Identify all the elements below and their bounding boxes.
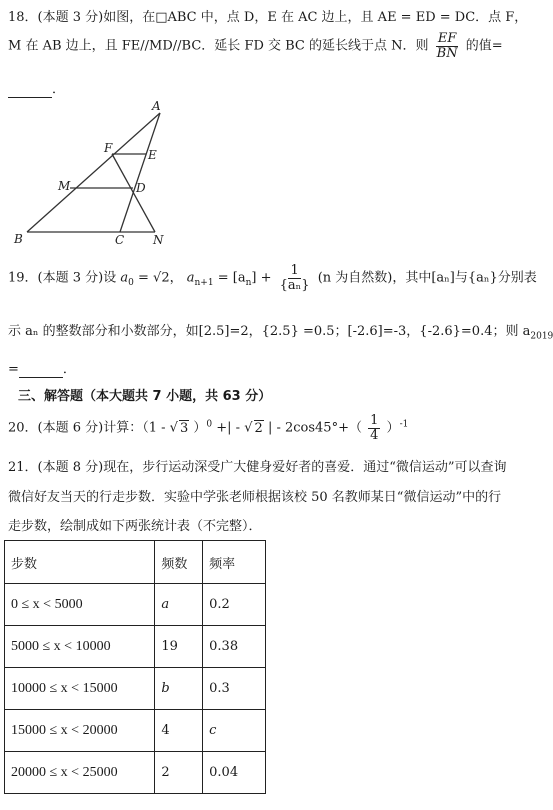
q20-line [8, 414, 408, 442]
line-fn [112, 154, 155, 232]
q21-line2: 微信好友当天的行走步数．实验中学张老师根据该校 50 名教师某日“微信运动”中的行 [8, 490, 502, 505]
label-n: N [153, 233, 164, 247]
label-f: F [104, 141, 113, 155]
q19-eq2: = [a [217, 270, 246, 286]
q19-prefix: 19．(本题 3 分)设 [8, 270, 117, 286]
q20-mid1: ） [193, 420, 207, 436]
label-m: M [58, 179, 71, 193]
q19-an-sub: n [245, 278, 252, 289]
table-cell-rate: 0.04 [203, 752, 266, 794]
table-cell-rate: 0.3 [203, 668, 266, 710]
q19-fraction [278, 264, 312, 292]
table-row [5, 668, 266, 710]
q19-line2-text: 示 aₙ 的整数部分和小数部分，如[2.5]=2，{2.5} =0.5；[-2.6]=-3，{-2.6}=0.4；则 a [8, 324, 531, 339]
table-cell-range: 10000 ≤ x < 15000 [5, 668, 155, 710]
q20-mid3: | - 2cos45°+（ [267, 420, 362, 436]
q20-exp0: 0 [206, 419, 213, 430]
q20-mid2: +| - [216, 420, 241, 436]
table-cell-count: b [155, 668, 203, 710]
table-cell-range: 0 ≤ x < 5000 [5, 584, 155, 626]
table-cell-range: 20000 ≤ x < 25000 [5, 752, 155, 794]
q19-fraction-denominator: {aₙ} [279, 277, 310, 293]
q19-line1 [8, 264, 537, 292]
table-cell-count: 2 [155, 752, 203, 794]
q18-fraction-numerator: EF [437, 31, 457, 46]
q19-answer-line [8, 358, 76, 378]
q18-line3-end: ． [52, 82, 66, 97]
q20-fraction-denominator: 4 [370, 427, 379, 443]
q19-answer-eq: = [8, 362, 19, 377]
table-header-rate: 频率 [203, 541, 266, 584]
q20-sqrt3-sign: √ [169, 420, 178, 436]
table-cell-rate: 0.2 [203, 584, 266, 626]
table-cell-rate: 0.38 [203, 626, 266, 668]
q19-answer-blank [19, 362, 63, 378]
table-cell-range: 5000 ≤ x < 10000 [5, 626, 155, 668]
q20-fraction-numerator: 1 [370, 413, 379, 428]
q19-an1: a [186, 270, 195, 286]
table-row [5, 710, 266, 752]
q18-fraction-denominator: BN [436, 45, 458, 61]
q19-note: (n 为自然数)，其中[aₙ]与{aₙ}分别表 [317, 270, 537, 286]
q20-exp: -1 [399, 419, 409, 430]
q19-fraction-numerator: 1 [290, 263, 299, 278]
q19-a0-sub: 0 [128, 278, 134, 289]
label-c: C [115, 233, 125, 247]
q20-pre: 20．(本题 6 分)计算：（1 - [8, 420, 166, 436]
q18-line1: 18．(本题 3 分)如图，在□ABC 中，点 D，E 在 AC 边上，且 AE = ED = DC．点 F， [8, 10, 528, 25]
label-a: A [152, 99, 161, 113]
q19-answer-end: ． [62, 362, 76, 377]
table-header-steps: 步数 [5, 541, 155, 584]
q18-line2-suffix: 的值= [465, 38, 503, 54]
table-row [5, 626, 266, 668]
label-b: B [14, 232, 23, 246]
q18-line2-text: M 在 AB 边上，且 FE//MD//BC．延长 FD 交 BC 的延长线于点 N．则 [8, 38, 429, 54]
q20-fraction [368, 414, 380, 442]
table-cell-count: 4 [155, 710, 203, 752]
section-heading: 三、解答题（本大题共 7 小题，共 63 分） [18, 389, 272, 404]
table-row [5, 752, 266, 794]
q19-eq-sqrt: = √2， [138, 270, 183, 286]
table-cell-rate: c [203, 710, 266, 752]
q20-sqrt2: 2 [254, 420, 263, 436]
table-row [5, 584, 266, 626]
table-cell-range: 15000 ≤ x < 20000 [5, 710, 155, 752]
q21-line1: 21．(本题 8 分)现在，步行运动深受广大健身爱好者的喜爱．通过“微信运动”可以查询 [8, 460, 507, 475]
q21-line3: 走步数，绘制成如下两张统计表（不完整）． [8, 519, 262, 534]
frequency-table [4, 540, 266, 794]
table-cell-count: 19 [155, 626, 203, 668]
q20-sqrt2-sign: √ [244, 420, 253, 436]
label-d: D [136, 181, 146, 195]
table-cell-count: a [155, 584, 203, 626]
q19-line2-sub: 2019 [530, 331, 553, 342]
q20-post: ） [386, 420, 400, 436]
table-header-count: 频数 [155, 541, 203, 584]
label-e: E [148, 148, 157, 162]
q19-eq3: ] + [251, 270, 272, 286]
table-header-row [5, 541, 266, 584]
q19-an1-sub: n+1 [194, 278, 214, 289]
q20-sqrt3: 3 [179, 420, 189, 436]
q19-a0: a [120, 270, 129, 286]
q19-line2 [8, 320, 553, 342]
